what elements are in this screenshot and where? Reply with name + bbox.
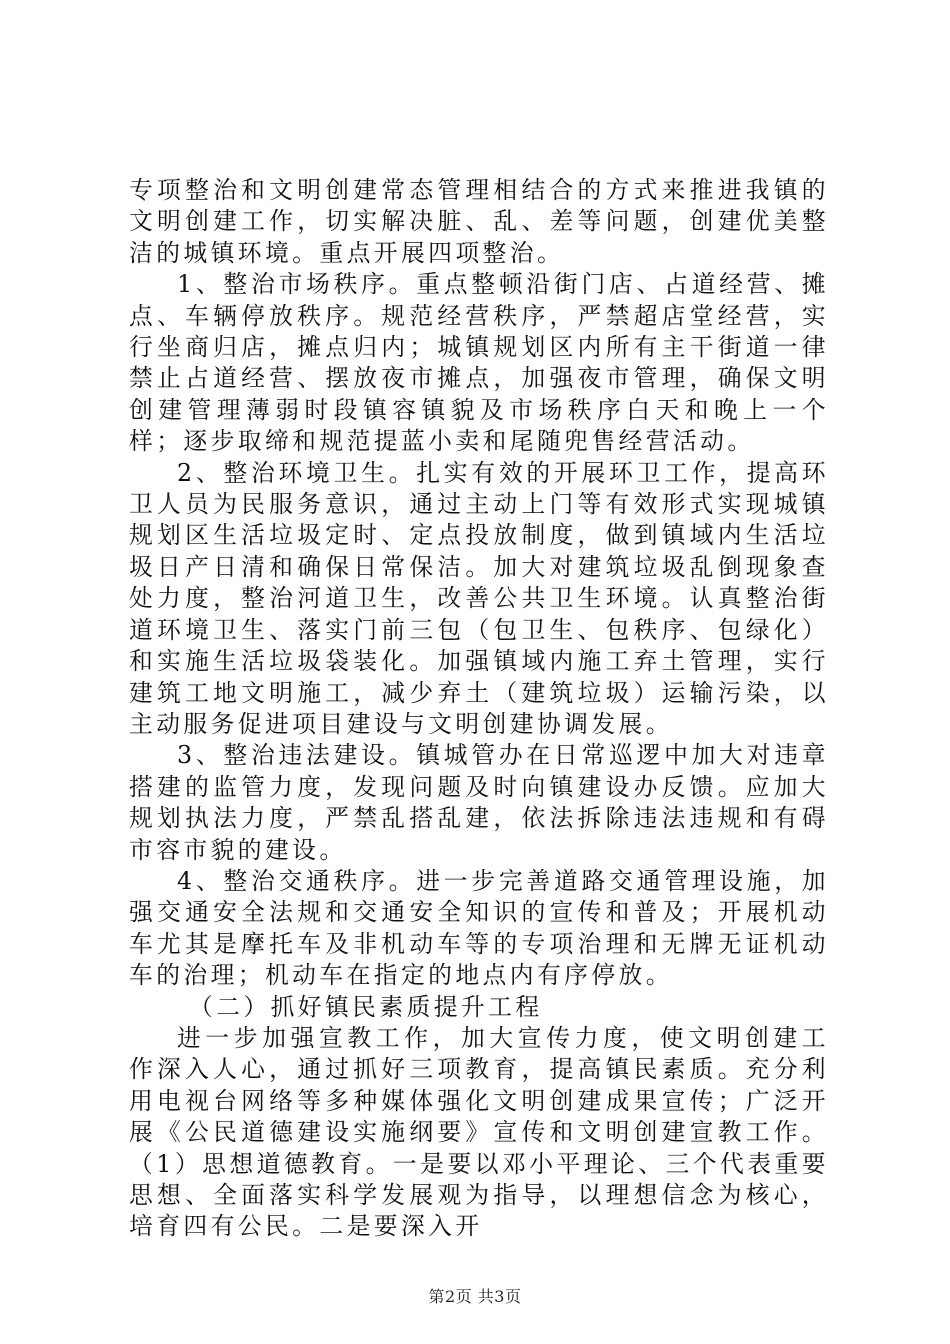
- paragraph-environment-sanitation: 2、整治环境卫生。扎实有效的开展环卫工作，提高环卫人员为民服务意识，通过主动上门等有效形式实现城镇规划区生活垃圾定时、定点投放制度，做到镇域内生活垃圾日产日清和确保日常保洁。加大对建筑垃圾乱倒现象查处力度，整治河道卫生，改善公共卫生环境。认真整治街道环境卫生、落实门前三包（包卫生、包秩序、包绿化）和实施生活垃圾袋装化。加强镇域内施工弃土管理，实行建筑工地文明施工，减少弃土（建筑垃圾）运输污染，以主动服务促进项目建设与文明创建协调发展。: [129, 458, 829, 738]
- page-number: 第2页 共3页: [428, 1287, 522, 1306]
- section-heading: （二）抓好镇民素质提升工程: [189, 992, 543, 1021]
- paragraph-education: 进一步加强宣教工作，加大宣传力度，使文明创建工作深入人心，通过抓好三项教育，提高镇民素质。充分利用电视台网络等多种媒体强化文明创建成果宣传；广泛开展《公民道德建设实施纲要》宣传和文明创建宣教工作。（1）思想道德教育。一是要以邓小平理论、三个代表重要思想、全面落实科学发展观为指导，以理想信念为核心，培育四有公民。二是要深入开: [129, 1023, 829, 1241]
- document-body: [129, 175, 829, 1243]
- paragraph-intro: 专项整治和文明创建常态管理相结合的方式来推进我镇的文明创建工作，切实解决脏、乱、差等问题，创建优美整洁的城镇环境。重点开展四项整治。: [129, 176, 829, 267]
- paragraph-illegal-construction: 3、整治违法建设。镇城管办在日常巡逻中加大对违章搭建的监管力度，发现问题及时向镇建设办反馈。应加大规划执法力度，严禁乱搭乱建，依法拆除违法违规和有碍市容市貌的建设。: [129, 741, 829, 864]
- paragraph-market-order: 1、整治市场秩序。重点整顿沿街门店、占道经营、摊点、车辆停放秩序。规范经营秩序，严禁超店堂经营，实行坐商归店，摊点归内；城镇规划区内所有主干街道一律禁止占道经营、摆放夜市摊点，加强夜市管理，确保文明创建管理薄弱时段镇容镇貌及市场秩序白天和晚上一个样；逐步取缔和规范提蓝小卖和尾随兜售经营活动。: [129, 270, 829, 456]
- paragraph-traffic-order: 4、整治交通秩序。进一步完善道路交通管理设施，加强交通安全法规和交通安全知识的宣传和普及；开展机动车尤其是摩托车及非机动车等的专项治理和无牌无证机动车的治理；机动车在指定的地点内有序停放。: [129, 866, 829, 990]
